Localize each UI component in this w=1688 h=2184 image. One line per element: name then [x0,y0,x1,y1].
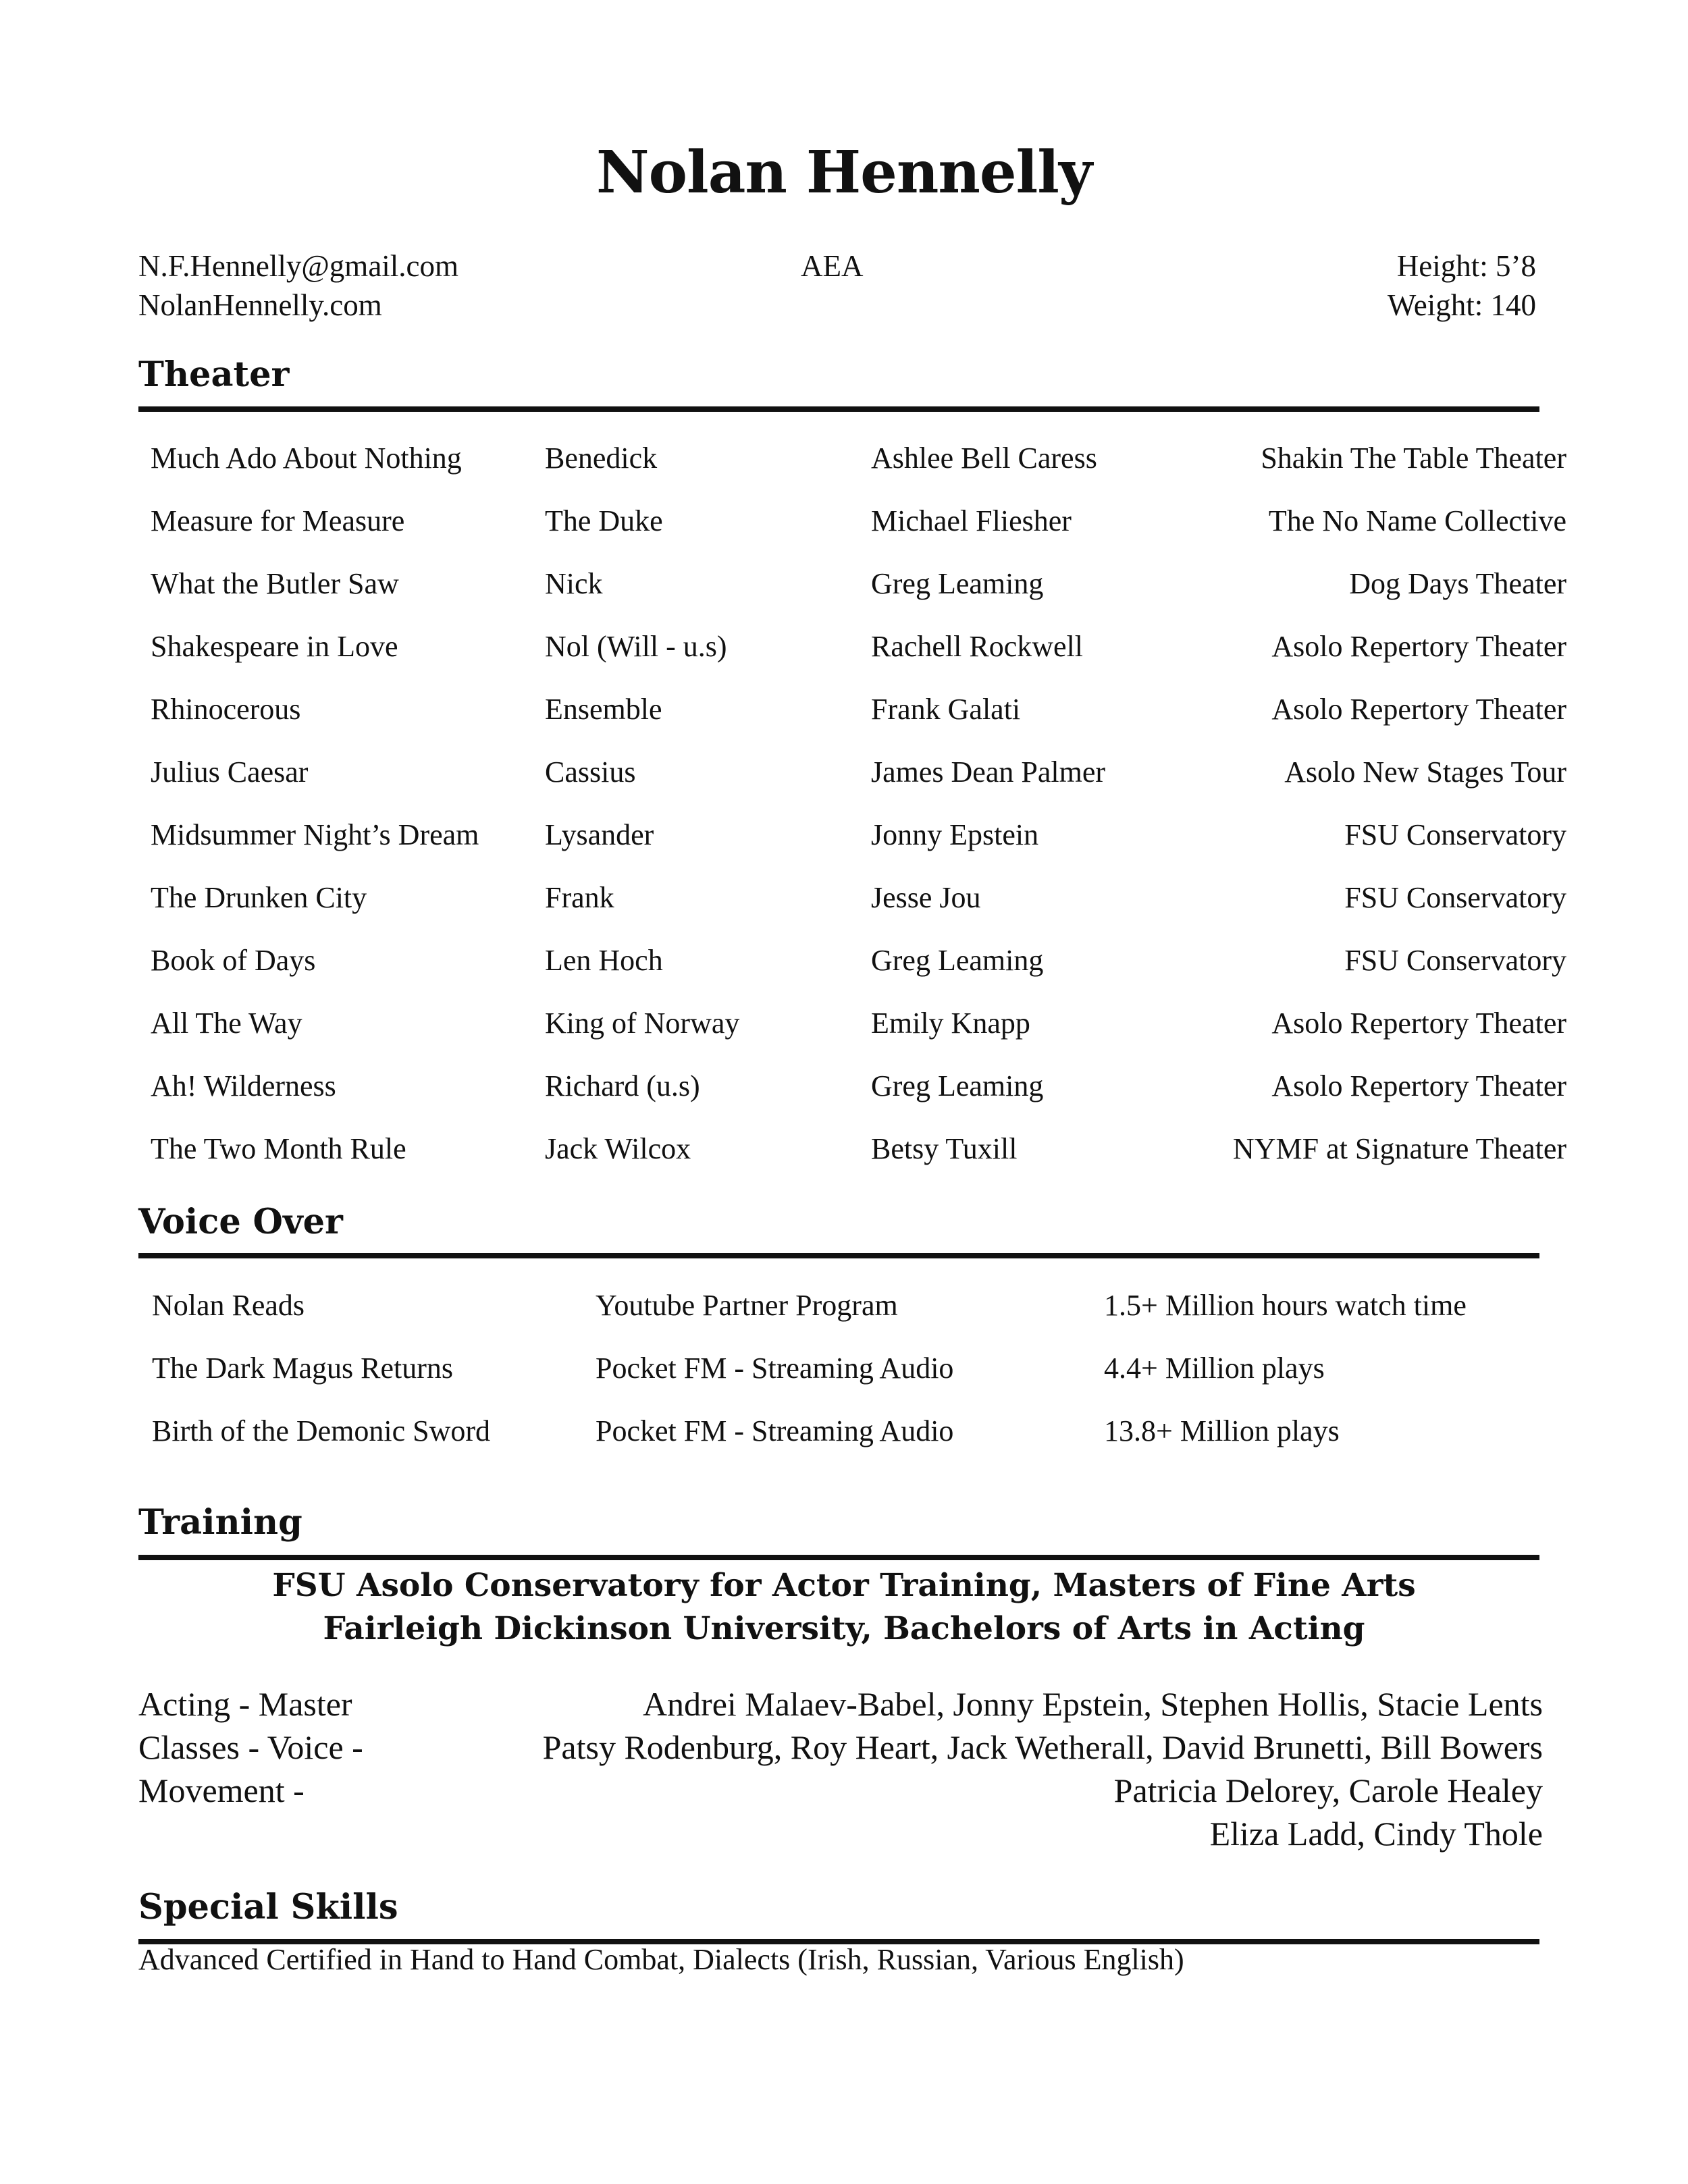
production: The Drunken City [151,881,367,914]
degrees [0,1564,1688,1651]
venue: Asolo Repertory Theater [1271,630,1566,663]
theater-row [0,1069,1688,1109]
platform: Youtube Partner Program [596,1289,898,1322]
director: Jonny Epstein [871,818,1039,851]
class-label: Movement - [138,1772,305,1809]
director: Emily Knapp [871,1007,1030,1040]
role: King of Norway [545,1007,740,1040]
venue: Asolo Repertory Theater [1271,1007,1566,1040]
theater-row [0,818,1688,858]
production: Shakespeare in Love [151,630,398,663]
role: Cassius [545,755,636,789]
role: Nick [545,567,603,600]
teacher-line: Patricia Delorey, Carole Healey [1113,1772,1543,1809]
weight: Weight: 140 [1387,288,1536,322]
voice-over-row [0,1414,1688,1454]
class-label: Classes - Voice - [138,1728,363,1766]
theater-row [0,1006,1688,1046]
theater-row [0,755,1688,795]
role: Nol (Will - u.s) [545,630,727,663]
metric: 13.8+ Million plays [1104,1414,1340,1447]
role: Frank [545,881,614,914]
production: Measure for Measure [151,504,405,537]
website[interactable]: NolanHennelly.com [138,288,382,322]
training-rule [138,1555,1539,1560]
degree: Fairleigh Dickinson University, Bachelors of Arts in Acting [323,1610,1365,1647]
class-labels [138,1682,363,1812]
venue: Shakin The Table Theater [1261,442,1566,475]
production: The Two Month Rule [151,1132,406,1165]
director: Frank Galati [871,693,1021,726]
contact-right [1388,246,1536,325]
theater-row [0,566,1688,607]
resume-name: Nolan Hennelly [596,138,1092,207]
director: Greg Leaming [871,567,1044,600]
production: Julius Caesar [151,755,309,789]
director: James Dean Palmer [871,755,1105,789]
title: Birth of the Demonic Sword [152,1414,491,1447]
voice-over-rule [138,1253,1539,1258]
role: Richard (u.s) [545,1069,700,1102]
venue: Dog Days Theater [1349,567,1566,600]
venue: The No Name Collective [1268,504,1566,537]
venue: Asolo Repertory Theater [1271,693,1566,726]
email[interactable]: N.F.Hennelly@gmail.com [138,249,459,283]
degree: FSU Asolo Conservatory for Actor Training, Masters of Fine Arts [272,1567,1416,1604]
production: Ah! Wilderness [151,1069,336,1102]
title: Nolan Reads [152,1289,305,1322]
voice-over-heading: Voice Over [138,1202,343,1242]
role: Ensemble [545,693,662,726]
theater-row [0,629,1688,670]
class-label: Acting - Master [138,1685,352,1723]
role: The Duke [545,504,663,537]
director: Greg Leaming [871,944,1044,977]
voice-over-row [0,1288,1688,1329]
director: Greg Leaming [871,1069,1044,1102]
theater-heading: Theater [138,354,290,395]
height: Height: 5’8 [1396,249,1536,283]
director: Ashlee Bell Caress [871,442,1097,475]
training-heading: Training [138,1502,302,1543]
venue: FSU Conservatory [1344,818,1566,851]
teacher-line: Eliza Ladd, Cindy Thole [1209,1815,1543,1853]
theater-row [0,880,1688,921]
theater-row [0,943,1688,984]
venue: FSU Conservatory [1344,944,1566,977]
title: The Dark Magus Returns [152,1352,454,1385]
production: Rhinocerous [151,693,301,726]
metric: 1.5+ Million hours watch time [1104,1289,1467,1322]
director: Rachell Rockwell [871,630,1084,663]
metric: 4.4+ Million plays [1104,1352,1325,1385]
union-affiliation: AEA [801,249,864,283]
production: Midsummer Night’s Dream [151,818,479,851]
production: What the Butler Saw [151,567,399,600]
special-skills-heading: Special Skills [138,1887,398,1927]
theater-rule [138,406,1539,412]
venue: FSU Conservatory [1344,881,1566,914]
teacher-line: Andrei Malaev-Babel, Jonny Epstein, Stephen Hollis, Stacie Lents [642,1685,1543,1723]
venue: NYMF at Signature Theater [1232,1132,1566,1165]
role: Len Hoch [545,944,663,977]
platform: Pocket FM - Streaming Audio [596,1414,954,1447]
production: Book of Days [151,944,316,977]
role: Benedick [545,442,658,475]
director: Jesse Jou [871,881,981,914]
director: Betsy Tuxill [871,1132,1018,1165]
venue: Asolo New Stages Tour [1284,755,1566,789]
theater-row [0,441,1688,481]
theater-row [0,504,1688,544]
venue: Asolo Repertory Theater [1271,1069,1566,1102]
theater-row [0,692,1688,733]
voice-over-row [0,1351,1688,1391]
director: Michael Fliesher [871,504,1072,537]
production: All The Way [151,1007,302,1040]
contact-left [138,246,458,325]
teachers [543,1682,1543,1855]
platform: Pocket FM - Streaming Audio [596,1352,954,1385]
production: Much Ado About Nothing [151,442,462,475]
special-skills-text: Advanced Certified in Hand to Hand Combat, Dialects (Irish, Russian, Various English) [138,1943,1184,1976]
teacher-line: Patsy Rodenburg, Roy Heart, Jack Wetherall, David Brunetti, Bill Bowers [542,1728,1543,1766]
theater-row [0,1131,1688,1172]
role: Jack Wilcox [545,1132,691,1165]
role: Lysander [545,818,654,851]
